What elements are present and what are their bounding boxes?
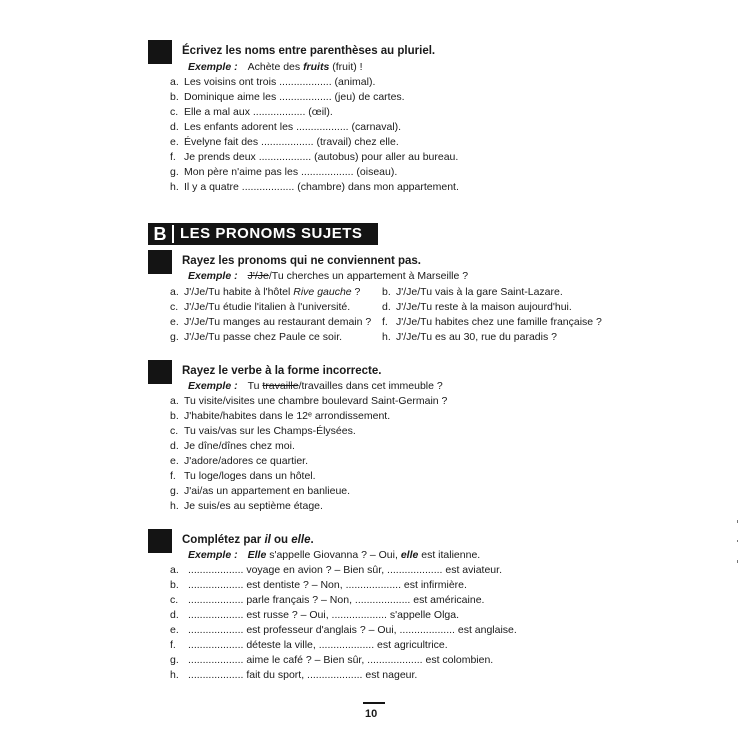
section-title: LES PRONOMS SUJETS [180, 225, 363, 242]
list-item: g. ................... aime le café ? – Bien sûr, ................... est colombien. [170, 654, 494, 666]
section-divider [172, 225, 174, 243]
exercise-2-example: Exemple : J'/Je/Tu cherches un appartement à Marseille ? [188, 270, 469, 282]
exercise-2-title: Rayez les pronoms qui ne conviennent pas. [182, 255, 422, 267]
exercise-4-title: Complétez par il ou elle. [182, 534, 314, 546]
list-item: e. J'/Je/Tu manges au restaurant demain ? [170, 316, 372, 328]
exercise-3-title: Rayez le verbe à la forme incorrecte. [182, 365, 382, 377]
list-item: h. Il y a quatre .................. (chambre) dans mon appartement. [170, 181, 459, 193]
list-item: f. ................... déteste la ville, ................... est agricultrice. [170, 639, 448, 651]
list-item: a. J'/Je/Tu habite à l'hôtel Rive gauche ? [170, 286, 361, 298]
exercise-marker [148, 250, 172, 274]
list-item: g. J'ai/as un appartement en banlieue. [170, 485, 351, 497]
list-item: a. Tu visite/visites une chambre boulevard Saint-Germain ? [170, 395, 448, 407]
page-number: 10 [365, 708, 378, 720]
exercise-4-example: Exemple : Elle s'appelle Giovanna ? – Oui, elle est italienne. [188, 549, 481, 561]
list-item: d. Les enfants adorent les .................. (carnaval). [170, 121, 402, 133]
scan-mark [737, 560, 738, 563]
exercise-1-example: Exemple : Achète des fruits (fruit) ! [188, 61, 363, 73]
exercise-1-title: Écrivez les noms entre parenthèses au pluriel. [182, 45, 436, 57]
section-letter: B [153, 224, 167, 244]
exercise-marker [148, 360, 172, 384]
list-item: b. ................... est dentiste ? – Non, ................... est infirmière. [170, 579, 467, 591]
list-item: c. Elle a mal aux .................. (œil). [170, 106, 333, 118]
list-item: d. Je dîne/dînes chez moi. [170, 440, 295, 452]
list-item: a. Les voisins ont trois .................. (animal). [170, 76, 376, 88]
list-item: e. ................... est professeur d'anglais ? – Oui, ................... est anglaise. [170, 624, 517, 636]
list-item: h. Je suis/es au septième étage. [170, 500, 323, 512]
list-item: f. Tu loge/loges dans un hôtel. [170, 470, 316, 482]
list-item: g. Mon père n'aime pas les .................. (oiseau). [170, 166, 398, 178]
list-item: f. J'/Je/Tu habites chez une famille française ? [382, 316, 602, 328]
list-item: c. ................... parle français ? – Non, ................... est américaine. [170, 594, 485, 606]
list-item: d. ................... est russe ? – Oui, ................... s'appelle Olga. [170, 609, 460, 621]
list-item: b. J'habite/habites dans le 12ᵉ arrondissement. [170, 410, 391, 422]
list-item: h. ................... fait du sport, ................... est nageur. [170, 669, 418, 681]
page-number-rule [363, 702, 385, 704]
struck-verb: travaille [262, 380, 299, 392]
list-item: b. Dominique aime les .................. (jeu) de cartes. [170, 91, 405, 103]
list-item: c. J'/Je/Tu étudie l'italien à l'université. [170, 301, 351, 313]
example-label: Exemple : [188, 61, 238, 73]
scan-mark [737, 520, 738, 523]
list-item: c. Tu vais/vas sur les Champs-Élysées. [170, 425, 356, 437]
list-item: h. J'/Je/Tu es au 30, rue du paradis ? [382, 331, 557, 343]
list-item: b. J'/Je/Tu vais à la gare Saint-Lazare. [382, 286, 563, 298]
list-item: e. J'adore/adores ce quartier. [170, 455, 308, 467]
list-item: a. ................... voyage en avion ? – Bien sûr, ................... est aviateur. [170, 564, 502, 576]
list-item: d. J'/Je/Tu reste à la maison aujourd'hui. [382, 301, 572, 313]
struck-pronoun: J'/Je [247, 270, 269, 282]
exercise-3-example: Exemple : Tu travaille/travailles dans cet immeuble ? [188, 380, 443, 392]
scan-mark [737, 540, 738, 542]
list-item: e. Évelyne fait des .................. (travail) chez elle. [170, 136, 399, 148]
exercise-marker [148, 529, 172, 553]
list-item: f. Je prends deux .................. (autobus) pour aller au bureau. [170, 151, 459, 163]
exercise-marker [148, 40, 172, 64]
list-item: g. J'/Je/Tu passe chez Paule ce soir. [170, 331, 343, 343]
section-b-header [148, 223, 378, 245]
